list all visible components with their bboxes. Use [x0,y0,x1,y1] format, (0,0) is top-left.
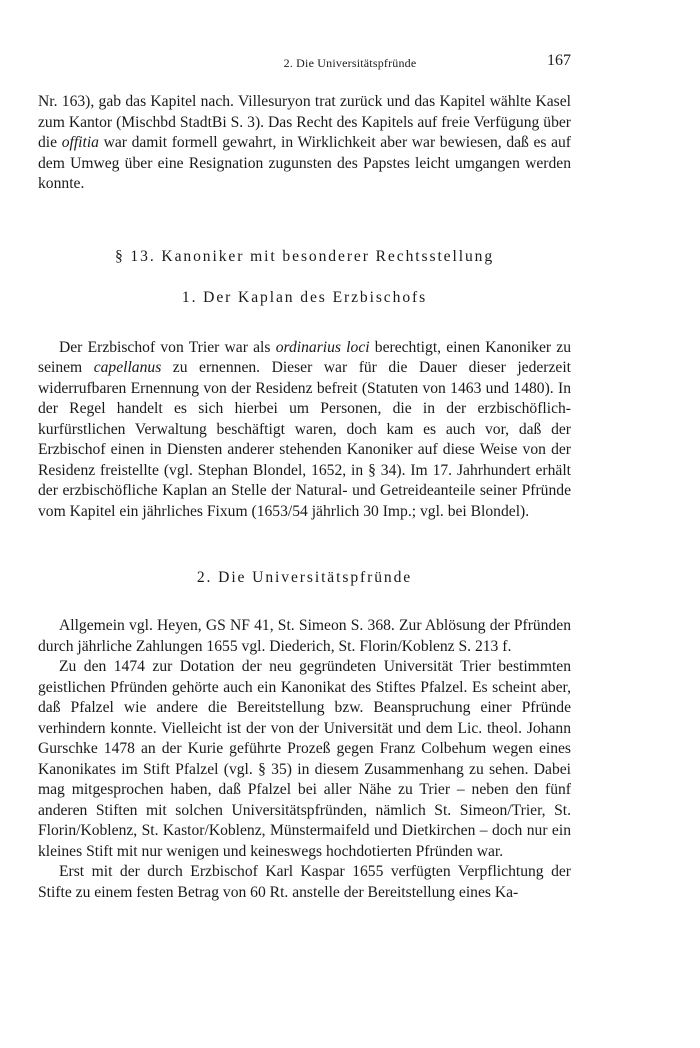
text-run: zu ernennen. Dieser war für die Dauer dieser jederzeit widerrufbaren Ernennung von der Residenz befreit (Statuten von 1463 und 1480). In der Regel handelt es sich hierbei um Personen, die in der erzbischöflich-kurfürstlichen Verwaltung beschäftigt waren, doch kam es auch vor, daß der Erzbischof einen in Diensten anderer stehenden Kanoniker auf diese Weise von der Residenz freistellte (vgl. Stephan Blondel, 1652, in § 34). Im 17. Jahrhundert erhält der erzbischöfliche Kaplan an Stelle der Natural- und Getreideanteile seiner Pfründe vom Kapitel ein jährliches Fixum (1653/54 jährlich 30 Imp.; vgl. bei Blondel). [38,359,571,520]
page-number: 167 [547,52,571,69]
paragraph-university-prebend: Zu den 1474 zur Dotation der neu gegründeten Universität Trier bestimmten geistlichen Pfründen gehörte auch ein Kanonikat des Stiftes Pfalzel. Es scheint aber, daß Pfalzel wie andere die Bereitstellung bzw. Beanspruchung einer Pfründe verhindern konnte. Vielleicht ist der von der Universität und dem Lic. theol. Johann Gurschke 1478 an der Kurie geführte Prozeß gegen Franz Colbehum wegen eines Kanonikates im Stift Pfalzel (vgl. § 35) in diesem Zusammenhang zu sehen. Dabei mag mitgesprochen haben, daß Pfalzel bei aller Nähe zu Trier – neben den fünf anderen Stiften mit solchen Universitätspfründen, nämlich St. Simeon/Trier, St. Florin/Koblenz, St. Kastor/Koblenz, Münstermaifeld und Dietkirchen – doch nur ein kleines Stift mit nur wenigen und keineswegs hochdotierten Pfründen war. [38,658,571,860]
text-body [38,92,571,903]
section-heading: § 13. Kanoniker mit besonderer Rechtsstellung [114,247,495,265]
text-run: war damit formell gewahrt, in Wirklichkeit aber war bewiesen, daß es auf dem Umweg über eine Resignation zugunsten des Papstes leicht umgangen werden konnte. [38,134,571,192]
text-run: Nr. 163), gab das Kapitel nach. Villesuryon trat zurück und das Kapitel wählte Kasel zum Kantor (Mischbd StadtBi S. 3). Das Recht des Kapitels auf freie Verfügung über die [38,93,571,151]
running-head [0,52,700,72]
paragraph-continuation [38,92,571,195]
text-run: berechtigt, einen Kanoniker zu seinem [38,338,572,376]
italic-term: ordinarius loci [275,338,370,356]
italic-term: offitia [61,134,99,151]
paragraph-chaplain [38,338,571,523]
subsection-heading-university: 2. Die Universitätspfründe [196,569,413,586]
subsection-heading-chaplain: 1. Der Kaplan des Erzbischofs [181,288,428,306]
text-run: Der Erzbischof von Trier war als [59,338,276,356]
running-title: 2. Die Universitätspfründe [283,56,417,70]
paragraph-references: Allgemein vgl. Heyen, GS NF 41, St. Simeon S. 368. Zur Ablösung der Pfründen durch jährliche Zahlungen 1655 vgl. Diederich, St. Florin/Koblenz S. 213 f. [38,617,571,655]
paragraph-karl-kaspar: Erst mit der durch Erzbischof Karl Kaspar 1655 verfügten Verpflichtung der Stifte zu einem festen Betrag von 60 Rt. anstelle der Bereitstellung eines Ka- [38,863,571,901]
italic-term: capellanus [93,359,162,376]
